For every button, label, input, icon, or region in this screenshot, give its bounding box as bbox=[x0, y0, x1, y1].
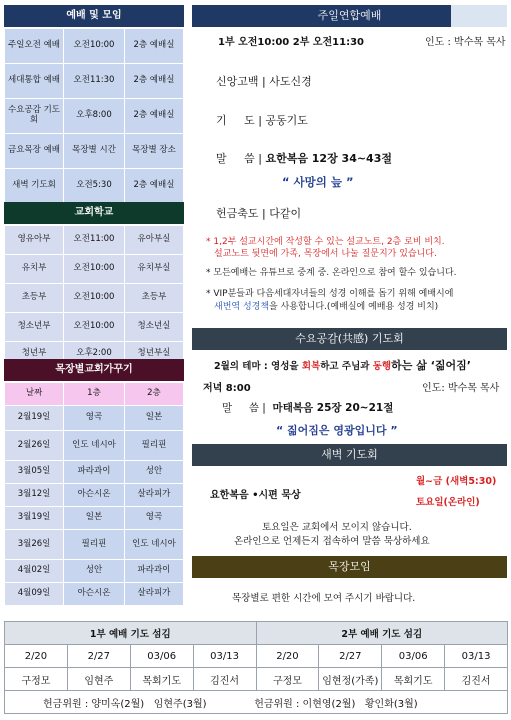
garden-column-header: 1층 bbox=[64, 383, 125, 406]
dawn-band bbox=[192, 444, 507, 466]
dawn-text: 요한복음 •시편 묵상 bbox=[210, 490, 301, 501]
offering-row: 헌금위원 : 양미옥(2월) 임현주(3월) 헌금위원 : 이현영(2월) 황인화(3월) bbox=[5, 691, 508, 714]
sunday-offering: 헌금축도 | 다같이 bbox=[216, 207, 302, 220]
garden-column-header: 날짜 bbox=[5, 383, 64, 406]
sunday-title: 주일연합예배 bbox=[317, 9, 382, 22]
worship-row bbox=[5, 99, 184, 134]
garden-cell: 파라과이 bbox=[124, 560, 183, 583]
sunday-sermon bbox=[216, 150, 392, 166]
worship-cell: 금요목장 예배 bbox=[5, 134, 64, 169]
theme-word-2: 동행 bbox=[372, 361, 392, 372]
school-cell: 청소년실 bbox=[124, 313, 183, 342]
dawn-notice-1: 토요일은 교회에서 모이지 않습니다. bbox=[262, 522, 412, 533]
server-name-cell: 김진서 bbox=[445, 668, 508, 691]
word-ref: 마태복음 25장 20~21절 bbox=[272, 402, 394, 414]
worship-cell: 오후8:00 bbox=[64, 99, 125, 134]
school-cell: 초등부 bbox=[5, 284, 64, 313]
garden-cell: 필리핀 bbox=[124, 431, 183, 461]
worship-cell: 수요공감 기도회 bbox=[5, 99, 64, 134]
server-name-cell: 목회기도 bbox=[130, 668, 193, 691]
dawn-days-2: 토요일(온라인) bbox=[416, 497, 480, 508]
garden-cell: 3월26일 bbox=[5, 530, 64, 560]
worship-cell: 2층 예배실 bbox=[124, 169, 183, 204]
garden-row bbox=[5, 406, 184, 431]
date-cell: 2/20 bbox=[256, 645, 319, 668]
worship-cell: 2층 예배실 bbox=[124, 99, 183, 134]
school-cell: 유치부 bbox=[5, 255, 64, 284]
school-cell: 유치부실 bbox=[124, 255, 183, 284]
garden-cell: 성안 bbox=[64, 560, 125, 583]
date-cell: 03/13 bbox=[193, 645, 256, 668]
garden-cell: 일본 bbox=[64, 507, 125, 530]
wednesday-word bbox=[222, 400, 393, 415]
wednesday-word-title: “ 짊어짐은 영광입니다 ” bbox=[276, 424, 398, 437]
note-sermon-notes: * 1,2부 설교시간에 작성할 수 있는 설교노트, 2층 로비 비치. 설교노트 뒷면에 가족, 목장에서 나눌 질문지가 있습니다. bbox=[206, 237, 445, 259]
garden-cell: 3월05일 bbox=[5, 461, 64, 484]
garden-row bbox=[5, 583, 184, 606]
date-cell: 2/27 bbox=[67, 645, 130, 668]
server-name-cell: 목회기도 bbox=[382, 668, 445, 691]
worship-row bbox=[5, 29, 184, 64]
garden-cell: 영곡 bbox=[64, 406, 125, 431]
note-bible: * VIP분들과 다음세대자녀들의 성경 이해를 돕기 위해 예배시에 새번역 성경책을 사용합니다.(예배실에 예배용 성경 비치) bbox=[206, 289, 454, 312]
garden-row bbox=[5, 431, 184, 461]
school-row bbox=[5, 284, 184, 313]
school-cell: 청년부 bbox=[5, 342, 64, 367]
server-name-cell: 구정모 bbox=[5, 668, 68, 691]
worship-header: 예배 및 모임 bbox=[4, 5, 184, 27]
school-cell: 영유아부 bbox=[5, 226, 64, 255]
garden-cell: 살라피가 bbox=[124, 484, 183, 507]
garden-cell: 4월02일 bbox=[5, 560, 64, 583]
garden-row bbox=[5, 461, 184, 484]
sunday-sermon-title: “ 사망의 늪 ” bbox=[282, 175, 354, 189]
garden-cell: 파라과이 bbox=[64, 461, 125, 484]
sunday-band bbox=[192, 5, 507, 27]
note-2-line-1: 모든예배는 유튜브로 중계 중. 온라인으로 참여 할수 있습니다. bbox=[213, 268, 457, 278]
date-cell: 03/06 bbox=[130, 645, 193, 668]
school-cell: 오전11:00 bbox=[64, 226, 125, 255]
worship-cell: 오전11:30 bbox=[64, 64, 125, 99]
theme-post: 하는 삶 ‘짊어짐’ bbox=[391, 359, 471, 372]
worship-row bbox=[5, 134, 184, 169]
wednesday-time: 저녁 8:00 bbox=[203, 383, 251, 394]
wednesday-title: 수요공감(共感) 기도회 bbox=[295, 332, 404, 345]
worship-row bbox=[5, 64, 184, 99]
worship-cell: 새벽 기도회 bbox=[5, 169, 64, 204]
theme-word-1: 회복 bbox=[301, 361, 321, 372]
worship-row bbox=[5, 169, 184, 204]
sunday-times: 1부 오전10:00 2부 오전11:30 bbox=[218, 37, 364, 48]
school-header: 교회학교 bbox=[4, 202, 184, 224]
date-cell: 03/06 bbox=[382, 645, 445, 668]
garden-cell: 인도 네시아 bbox=[64, 431, 125, 461]
server-name-cell: 임현정(가족) bbox=[319, 668, 382, 691]
school-table bbox=[4, 225, 184, 367]
garden-cell: 2월26일 bbox=[5, 431, 64, 461]
server-name-cell: 임현주 bbox=[67, 668, 130, 691]
garden-cell: 필리핀 bbox=[64, 530, 125, 560]
garden-header: 목장별교회가꾸기 bbox=[4, 359, 184, 381]
theme-pre: 2월의 테마 : 영성을 bbox=[214, 361, 302, 372]
worship-cell: 2층 예배실 bbox=[124, 29, 183, 64]
garden-table bbox=[4, 382, 184, 606]
worship-cell: 목장별 시간 bbox=[64, 134, 125, 169]
school-cell: 오후2:00 bbox=[64, 342, 125, 367]
garden-cell: 2월19일 bbox=[5, 406, 64, 431]
date-cell: 2/27 bbox=[319, 645, 382, 668]
school-row bbox=[5, 313, 184, 342]
garden-columns bbox=[5, 383, 184, 406]
servers-table bbox=[4, 621, 508, 714]
word-label: 말 씀 | bbox=[222, 402, 266, 414]
cell-text: 목장별로 편한 시간에 모여 주시기 바랍니다. bbox=[232, 593, 416, 604]
worship-cell: 목장별 장소 bbox=[124, 134, 183, 169]
note-3-rest: 을 사용합니다.(예배실에 예배용 성경 비치) bbox=[269, 302, 439, 312]
school-row bbox=[5, 226, 184, 255]
dawn-title: 새벽 기도회 bbox=[321, 448, 378, 461]
note-1-line-1: 1,2부 설교시간에 작성할 수 있는 설교노트, 2층 로비 비치. bbox=[213, 237, 445, 247]
school-row bbox=[5, 255, 184, 284]
worship-cell: 세대통합 예배 bbox=[5, 64, 64, 99]
cell-title: 목장모임 bbox=[328, 560, 371, 573]
dawn-notice-2: 온라인으로 언제든지 접속하여 말씀 묵상하세요 bbox=[234, 536, 430, 547]
sermon-label: 말 씀 | bbox=[216, 152, 266, 165]
note-3-line-1: VIP분들과 다음세대자녀들의 성경 이해를 돕기 위해 예배시에 bbox=[213, 289, 454, 299]
school-cell: 청년부실 bbox=[124, 342, 183, 367]
sermon-ref: 요한복음 12장 34~43절 bbox=[265, 152, 392, 165]
school-cell: 유아부실 bbox=[124, 226, 183, 255]
garden-cell: 아슨시온 bbox=[64, 583, 125, 606]
dawn-days-1: 월~금 (새벽5:30) bbox=[416, 476, 497, 487]
garden-cell: 영곡 bbox=[124, 507, 183, 530]
worship-cell: 오전10:00 bbox=[64, 29, 125, 64]
cell-band bbox=[192, 556, 507, 578]
garden-cell: 3월19일 bbox=[5, 507, 64, 530]
school-cell: 초등부 bbox=[124, 284, 183, 313]
school-cell: 오전10:00 bbox=[64, 255, 125, 284]
garden-cell: 아슨시온 bbox=[64, 484, 125, 507]
dates-row bbox=[5, 645, 508, 668]
worship-table bbox=[4, 28, 184, 204]
note-youtube: * 모든예배는 유튜브로 중계 중. 온라인으로 참여 할수 있습니다. bbox=[206, 268, 457, 278]
worship-cell: 오전5:30 bbox=[64, 169, 125, 204]
sunday-creed: 신앙고백 | 사도신경 bbox=[216, 75, 312, 88]
garden-row bbox=[5, 484, 184, 507]
wednesday-leader: 인도: 박수목 목사 bbox=[422, 383, 500, 394]
worship-cell: 주일오전 예배 bbox=[5, 29, 64, 64]
garden-column-header: 2층 bbox=[124, 383, 183, 406]
garden-cell: 성안 bbox=[124, 461, 183, 484]
school-cell: 오전10:00 bbox=[64, 284, 125, 313]
wednesday-band bbox=[192, 328, 507, 350]
garden-cell: 인도 네시아 bbox=[124, 530, 183, 560]
garden-cell: 3월12일 bbox=[5, 484, 64, 507]
wednesday-theme bbox=[214, 357, 471, 373]
garden-cell: 살라피가 bbox=[124, 583, 183, 606]
garden-cell: 일본 bbox=[124, 406, 183, 431]
names-row bbox=[5, 668, 508, 691]
worship-cell: 2층 예배실 bbox=[124, 64, 183, 99]
note-1-line-2: 설교노트 뒷면에 가족, 목장에서 나눌 질문지가 있습니다. bbox=[214, 249, 437, 259]
school-cell: 청소년부 bbox=[5, 313, 64, 342]
first-service-header: 1부 예배 기도 섬김 bbox=[5, 622, 257, 645]
garden-row bbox=[5, 560, 184, 583]
garden-row bbox=[5, 507, 184, 530]
server-name-cell: 구정모 bbox=[256, 668, 319, 691]
garden-cell: 4월09일 bbox=[5, 583, 64, 606]
theme-mid: 하고 주님과 bbox=[320, 361, 373, 372]
second-service-header: 2부 예배 기도 섬김 bbox=[256, 622, 508, 645]
date-cell: 2/20 bbox=[5, 645, 68, 668]
date-cell: 03/13 bbox=[445, 645, 508, 668]
sunday-preacher: 인도 : 박수목 목사 bbox=[425, 37, 506, 48]
garden-row bbox=[5, 530, 184, 560]
note-3-blue: 새번역 성경책 bbox=[214, 302, 270, 312]
school-cell: 오전10:00 bbox=[64, 313, 125, 342]
band-accent bbox=[451, 5, 507, 27]
sunday-prayer: 기 도 | 공동기도 bbox=[216, 114, 308, 127]
server-name-cell: 김진서 bbox=[193, 668, 256, 691]
